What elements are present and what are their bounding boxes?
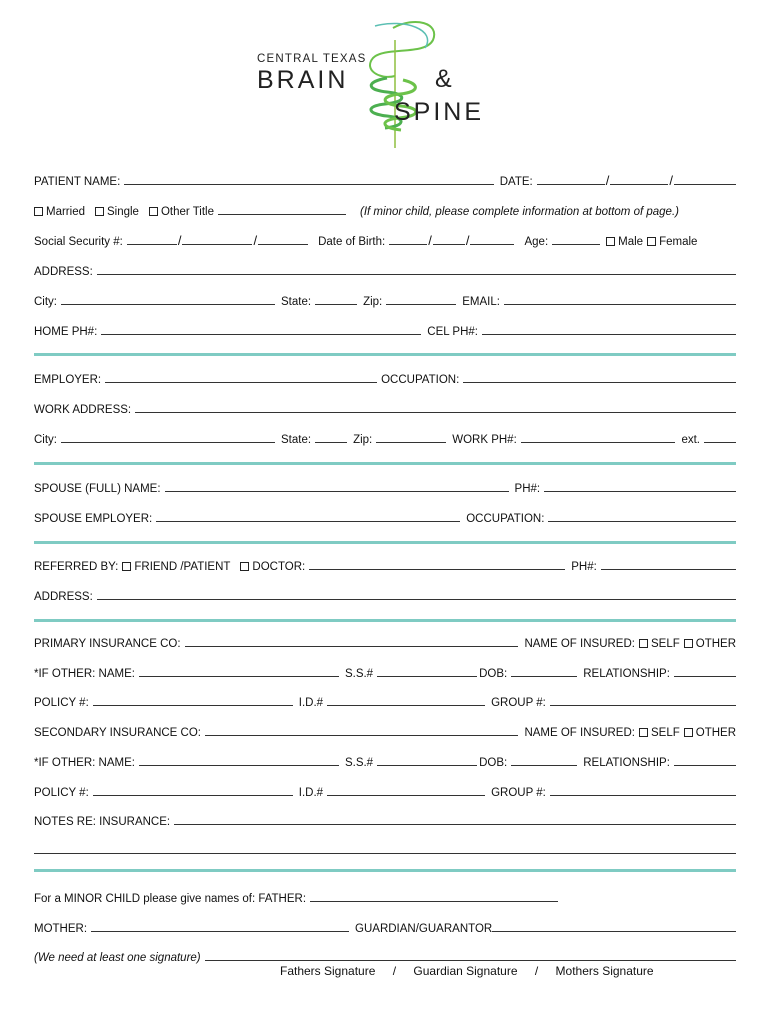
address-row — [34, 262, 736, 278]
signature-field[interactable] — [205, 960, 736, 961]
primary-policy-row — [34, 693, 736, 709]
secondary-id-label: I.D.# — [298, 787, 324, 799]
patient-name-row: PATIENT NAME: DATE: / / — [34, 172, 736, 188]
signature-captions — [280, 964, 668, 978]
primary-insurance-label: PRIMARY INSURANCE CO: — [34, 638, 181, 650]
primary-insurance-field[interactable] — [185, 646, 519, 647]
primary-relationship-label: RELATIONSHIP: — [583, 668, 670, 680]
state-label: State: — [281, 296, 312, 308]
email-field[interactable] — [504, 304, 736, 305]
secondary-self-checkbox[interactable] — [639, 728, 648, 737]
secondary-other-label: OTHER — [695, 727, 736, 739]
ext-field[interactable] — [704, 442, 736, 443]
spouse-phone-field[interactable] — [544, 491, 736, 492]
date-label: DATE: — [499, 176, 533, 188]
secondary-insurance-field[interactable] — [205, 735, 518, 736]
father-field[interactable] — [310, 901, 558, 902]
logo-ampersand: & — [435, 65, 452, 93]
primary-relationship-field[interactable] — [674, 676, 736, 677]
logo-line1: CENTRAL TEXAS — [257, 53, 367, 65]
occupation-field[interactable] — [463, 382, 736, 383]
primary-insured-label: NAME OF INSURED: — [524, 638, 635, 650]
dob-year-field[interactable] — [470, 244, 514, 245]
date-month-field[interactable] — [537, 184, 605, 185]
insurance-notes-label: NOTES RE: INSURANCE: — [34, 816, 171, 828]
patient-name-field[interactable] — [124, 184, 493, 185]
logo-line2: BRAIN — [257, 66, 349, 94]
female-label: Female — [659, 236, 698, 248]
ssn-label: Social Security #: — [34, 236, 123, 248]
email-label: EMAIL: — [462, 296, 500, 308]
work-state-label: State: — [281, 434, 312, 446]
guardian-label: GUARDIAN/GUARANTOR — [355, 923, 493, 935]
secondary-dob-field[interactable] — [511, 765, 577, 766]
mothers-signature-label: Mothers Signature — [555, 964, 654, 978]
section-divider — [34, 869, 736, 872]
address-label: ADDRESS: — [34, 266, 93, 278]
secondary-insurance-row — [34, 723, 736, 739]
signature-separator: / — [534, 964, 539, 978]
date-year-field[interactable] — [674, 184, 736, 185]
secondary-relationship-label: RELATIONSHIP: — [583, 757, 670, 769]
single-label: Single — [106, 206, 139, 218]
ext-label: ext. — [681, 434, 700, 446]
mother-field[interactable] — [91, 931, 349, 932]
secondary-group-label: GROUP #: — [491, 787, 546, 799]
signature-separator: / — [392, 964, 397, 978]
primary-policy-field[interactable] — [93, 705, 293, 706]
spouse-name-row — [34, 479, 736, 495]
work-city-field[interactable] — [61, 442, 275, 443]
secondary-insured-label: NAME OF INSURED: — [524, 727, 635, 739]
secondary-other-row — [34, 753, 736, 769]
referral-address-field[interactable] — [97, 599, 736, 600]
minor-note: (If minor child, please complete information at bottom of page.) — [360, 206, 679, 218]
other-title-checkbox[interactable] — [149, 207, 158, 216]
spouse-employer-row — [34, 509, 736, 525]
primary-id-label: I.D.# — [298, 697, 324, 709]
primary-self-checkbox[interactable] — [639, 639, 648, 648]
ssn-part1-field[interactable] — [127, 244, 177, 245]
mother-label: MOTHER: — [34, 923, 88, 935]
secondary-dob-label: DOB: — [479, 757, 508, 769]
referral-address-row — [34, 587, 736, 603]
work-city-row — [34, 430, 736, 446]
mother-row — [34, 919, 736, 935]
other-title-label: Other Title — [160, 206, 215, 218]
spouse-name-label: SPOUSE (FULL) NAME: — [34, 483, 161, 495]
referral-phone-label: PH#: — [571, 561, 597, 573]
primary-ss-field[interactable] — [377, 676, 477, 677]
spouse-phone-label: PH#: — [514, 483, 541, 495]
ssn-row: Social Security #: / / Date of Birth: / / Age: Male Female — [34, 232, 736, 248]
work-zip-field[interactable] — [376, 442, 446, 443]
address-field[interactable] — [97, 274, 736, 275]
employer-field[interactable] — [105, 382, 377, 383]
occupation-label: OCCUPATION: — [381, 374, 460, 386]
primary-id-field[interactable] — [327, 705, 485, 706]
primary-policy-label: POLICY #: — [34, 697, 89, 709]
primary-group-label: GROUP #: — [491, 697, 546, 709]
primary-other-name-field[interactable] — [139, 676, 339, 677]
dob-label: Date of Birth: — [318, 236, 386, 248]
patient-name-label: PATIENT NAME: — [34, 176, 121, 188]
secondary-relationship-field[interactable] — [674, 765, 736, 766]
primary-self-label: SELF — [650, 638, 680, 650]
cell-phone-field[interactable] — [482, 334, 736, 335]
signature-row — [34, 948, 736, 964]
fathers-signature-label: Fathers Signature — [280, 964, 376, 978]
ssn-part3-field[interactable] — [258, 244, 308, 245]
secondary-other-checkbox[interactable] — [684, 728, 693, 737]
zip-field[interactable] — [386, 304, 456, 305]
guardian-field[interactable] — [492, 931, 736, 932]
work-phone-label: WORK PH#: — [452, 434, 517, 446]
secondary-group-field[interactable] — [550, 795, 736, 796]
male-checkbox[interactable] — [606, 237, 615, 246]
section-divider — [34, 541, 736, 544]
home-phone-label: HOME PH#: — [34, 326, 98, 338]
city-field[interactable] — [61, 304, 275, 305]
primary-dob-field[interactable] — [511, 676, 577, 677]
spouse-employer-field[interactable] — [156, 521, 460, 522]
dob-month-field[interactable] — [389, 244, 427, 245]
work-address-label: WORK ADDRESS: — [34, 404, 132, 416]
referral-phone-field[interactable] — [601, 569, 736, 570]
employer-row — [34, 370, 736, 386]
primary-other-label: OTHER — [695, 638, 736, 650]
section-divider — [34, 462, 736, 465]
referral-address-label: ADDRESS: — [34, 591, 93, 603]
female-checkbox[interactable] — [647, 237, 656, 246]
friend-patient-label: FRIEND /PATIENT — [134, 561, 231, 573]
primary-group-field[interactable] — [550, 705, 736, 706]
secondary-id-field[interactable] — [327, 795, 485, 796]
primary-other-name-label: *IF OTHER: NAME: — [34, 668, 135, 680]
insurance-notes-line2[interactable] — [34, 853, 736, 854]
insurance-notes-field[interactable] — [174, 824, 736, 825]
primary-insurance-row — [34, 634, 736, 650]
work-city-label: City: — [34, 434, 57, 446]
secondary-ss-label: S.S.# — [344, 757, 374, 769]
work-phone-field[interactable] — [521, 442, 676, 443]
friend-patient-checkbox[interactable] — [122, 562, 131, 571]
logo-line3: SPINE — [394, 98, 485, 126]
secondary-insurance-label: SECONDARY INSURANCE CO: — [34, 727, 201, 739]
marital-row — [34, 202, 736, 218]
primary-other-row — [34, 664, 736, 680]
father-label: For a MINOR CHILD please give names of: FATHER: — [34, 893, 307, 905]
secondary-policy-row — [34, 783, 736, 799]
state-field[interactable] — [315, 304, 357, 305]
dob-day-field[interactable] — [433, 244, 465, 245]
secondary-other-name-label: *IF OTHER: NAME: — [34, 757, 135, 769]
married-label: Married — [46, 206, 85, 218]
doctor-checkbox[interactable] — [240, 562, 249, 571]
male-label: Male — [618, 236, 644, 248]
city-label: City: — [34, 296, 57, 308]
doctor-label: DOCTOR: — [252, 561, 306, 573]
age-field[interactable] — [552, 244, 600, 245]
referred-by-label: REFERRED BY: — [34, 561, 119, 573]
secondary-self-label: SELF — [650, 727, 680, 739]
spouse-occupation-field[interactable] — [548, 521, 736, 522]
single-checkbox[interactable] — [95, 207, 104, 216]
work-zip-label: Zip: — [353, 434, 373, 446]
primary-ss-label: S.S.# — [344, 668, 374, 680]
phone-row — [34, 322, 736, 338]
section-divider — [34, 353, 736, 356]
signature-note: (We need at least one signature) — [34, 952, 201, 964]
guardian-signature-label: Guardian Signature — [413, 964, 518, 978]
work-address-field[interactable] — [135, 412, 736, 413]
secondary-ss-field[interactable] — [377, 765, 477, 766]
clinic-logo — [255, 18, 515, 158]
insurance-notes-row — [34, 812, 736, 828]
work-address-row — [34, 400, 736, 416]
date-day-field[interactable] — [610, 184, 668, 185]
referred-by-row — [34, 557, 736, 573]
primary-other-checkbox[interactable] — [684, 639, 693, 648]
spouse-name-field[interactable] — [165, 491, 509, 492]
work-state-field[interactable] — [315, 442, 347, 443]
primary-dob-label: DOB: — [479, 668, 508, 680]
section-divider — [34, 619, 736, 622]
employer-label: EMPLOYER: — [34, 374, 102, 386]
city-row — [34, 292, 736, 308]
married-checkbox[interactable] — [34, 207, 43, 216]
ssn-part2-field[interactable] — [182, 244, 252, 245]
other-title-field[interactable] — [218, 214, 346, 215]
spouse-employer-label: SPOUSE EMPLOYER: — [34, 513, 153, 525]
doctor-field[interactable] — [309, 569, 565, 570]
father-row — [34, 889, 736, 905]
zip-label: Zip: — [363, 296, 383, 308]
spouse-occupation-label: OCCUPATION: — [466, 513, 545, 525]
home-phone-field[interactable] — [101, 334, 421, 335]
secondary-policy-label: POLICY #: — [34, 787, 89, 799]
cell-phone-label: CEL PH#: — [427, 326, 478, 338]
secondary-policy-field[interactable] — [93, 795, 293, 796]
age-label: Age: — [524, 236, 549, 248]
secondary-other-name-field[interactable] — [139, 765, 339, 766]
